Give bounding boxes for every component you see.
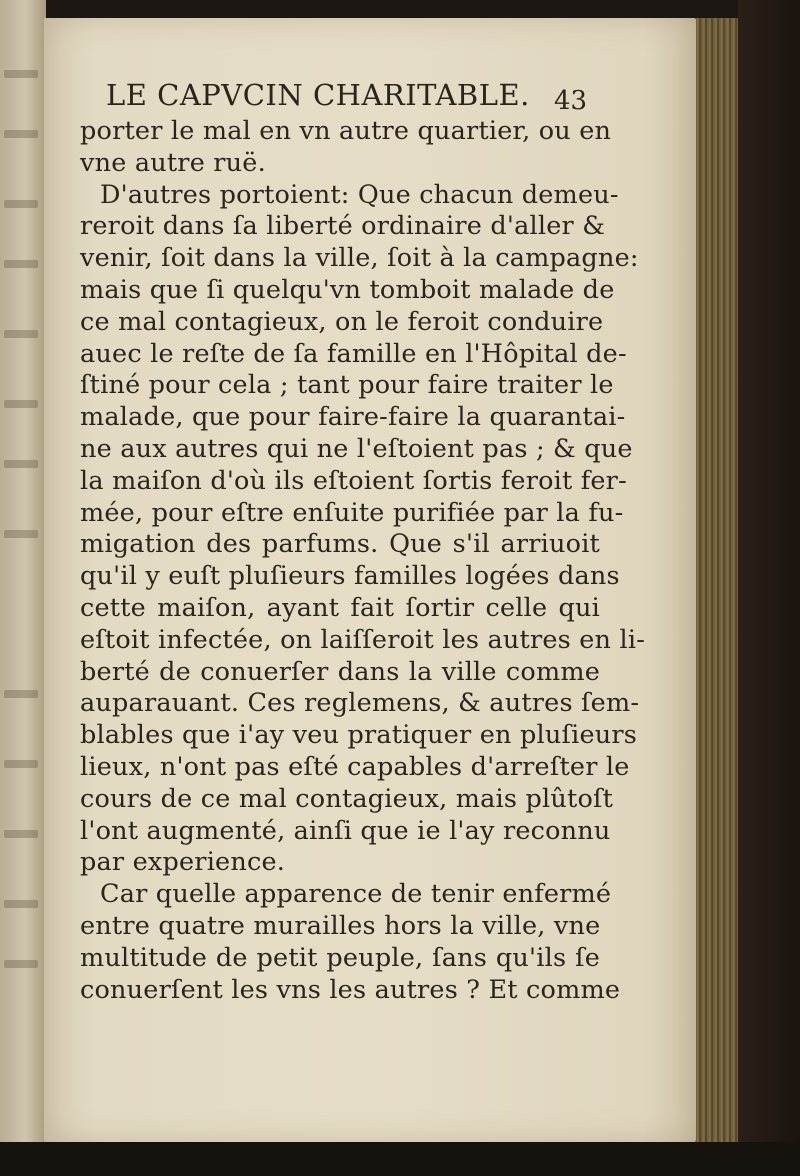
book-cover-bottom bbox=[0, 1142, 800, 1176]
text-line: venir, ſoit dans la ville, ſoit à la campagne: bbox=[80, 243, 639, 274]
bleed-through-mark bbox=[4, 460, 38, 468]
bleed-through-mark bbox=[4, 70, 38, 78]
text-line: multitude de petit peuple, ſans qu'ils ſe bbox=[80, 942, 600, 973]
text-line: berté de conuerſer dans la ville comme bbox=[80, 656, 600, 687]
bleed-through-mark bbox=[4, 130, 38, 138]
text-line: ſtiné pour cela ; tant pour faire traiter le bbox=[80, 370, 614, 401]
text-line: par experience. bbox=[80, 847, 286, 878]
text-line: entre quatre murailles hors la ville, vne bbox=[80, 910, 601, 941]
bleed-through-mark bbox=[4, 900, 38, 908]
text-line: malade, que pour faire-faire la quarantai- bbox=[80, 402, 626, 433]
text-line: porter le mal en vn autre quartier, ou en bbox=[80, 116, 612, 146]
bleed-through-mark bbox=[4, 260, 38, 268]
text-line: conuerſent les vns les autres ? Et comme bbox=[80, 974, 621, 1005]
text-line: auec le reſte de ſa famille en l'Hôpital de- bbox=[80, 338, 627, 369]
text-line: vne autre ruë. bbox=[80, 147, 266, 178]
text-line: auparauant. Ces reglemens, & autres ſem- bbox=[80, 688, 640, 719]
text-line: qu'il y euſt pluſieurs familles logées dans bbox=[80, 561, 620, 592]
text-line: Car quelle apparence de tenir enfermé bbox=[100, 879, 612, 910]
text-line: lieux, n'ont pas eſté capables d'arreſter le bbox=[80, 751, 630, 782]
text-line: mais que ſi quelqu'vn tomboit malade de bbox=[80, 274, 615, 305]
text-line: reroit dans ſa liberté ordinaire d'aller & bbox=[80, 211, 606, 242]
text-line: migation des parfums. Que s'il arriuoit bbox=[80, 529, 600, 560]
text-line: ce mal contagieux, on le feroit conduire bbox=[80, 306, 604, 337]
running-title: LE CAPVCIN CHARITABLE. bbox=[106, 78, 530, 112]
body-text bbox=[80, 116, 646, 1006]
bleed-through-mark bbox=[4, 760, 38, 768]
text-line: l'ont augmenté, ainſi que ie l'ay reconnu bbox=[80, 815, 611, 846]
page-number: 43 bbox=[554, 86, 588, 116]
text-line: ne aux autres qui ne l'eſtoient pas ; & que bbox=[80, 433, 633, 464]
bleed-through-mark bbox=[4, 690, 38, 698]
running-head bbox=[80, 72, 600, 122]
text-line: mée, pour eſtre enſuite purifiée par la fu- bbox=[80, 497, 624, 528]
bleed-through-mark bbox=[4, 330, 38, 338]
bleed-through-mark bbox=[4, 960, 38, 968]
text-line: cette maiſon, ayant fait ſortir celle qui bbox=[80, 592, 600, 623]
text-line: blables que i'ay veu pratiquer en pluſieurs bbox=[80, 720, 638, 751]
bleed-through-mark bbox=[4, 830, 38, 838]
facing-page-edge bbox=[0, 0, 46, 1176]
text-line: la maiſon d'où ils eſtoient ſortis feroit fer- bbox=[80, 465, 627, 496]
text-line: D'autres portoient: Que chacun demeu- bbox=[100, 179, 619, 210]
text-line: cours de ce mal contagieux, mais plûtoſt bbox=[80, 783, 614, 814]
bleed-through-mark bbox=[4, 200, 38, 208]
bleed-through-mark bbox=[4, 530, 38, 538]
bleed-through-mark bbox=[4, 400, 38, 408]
book-cover-edge bbox=[738, 0, 800, 1176]
page-edges bbox=[696, 18, 738, 1148]
text-line: eſtoit infectée, on laiſſeroit les autres en li- bbox=[80, 624, 646, 655]
page-text-block bbox=[80, 72, 646, 1006]
